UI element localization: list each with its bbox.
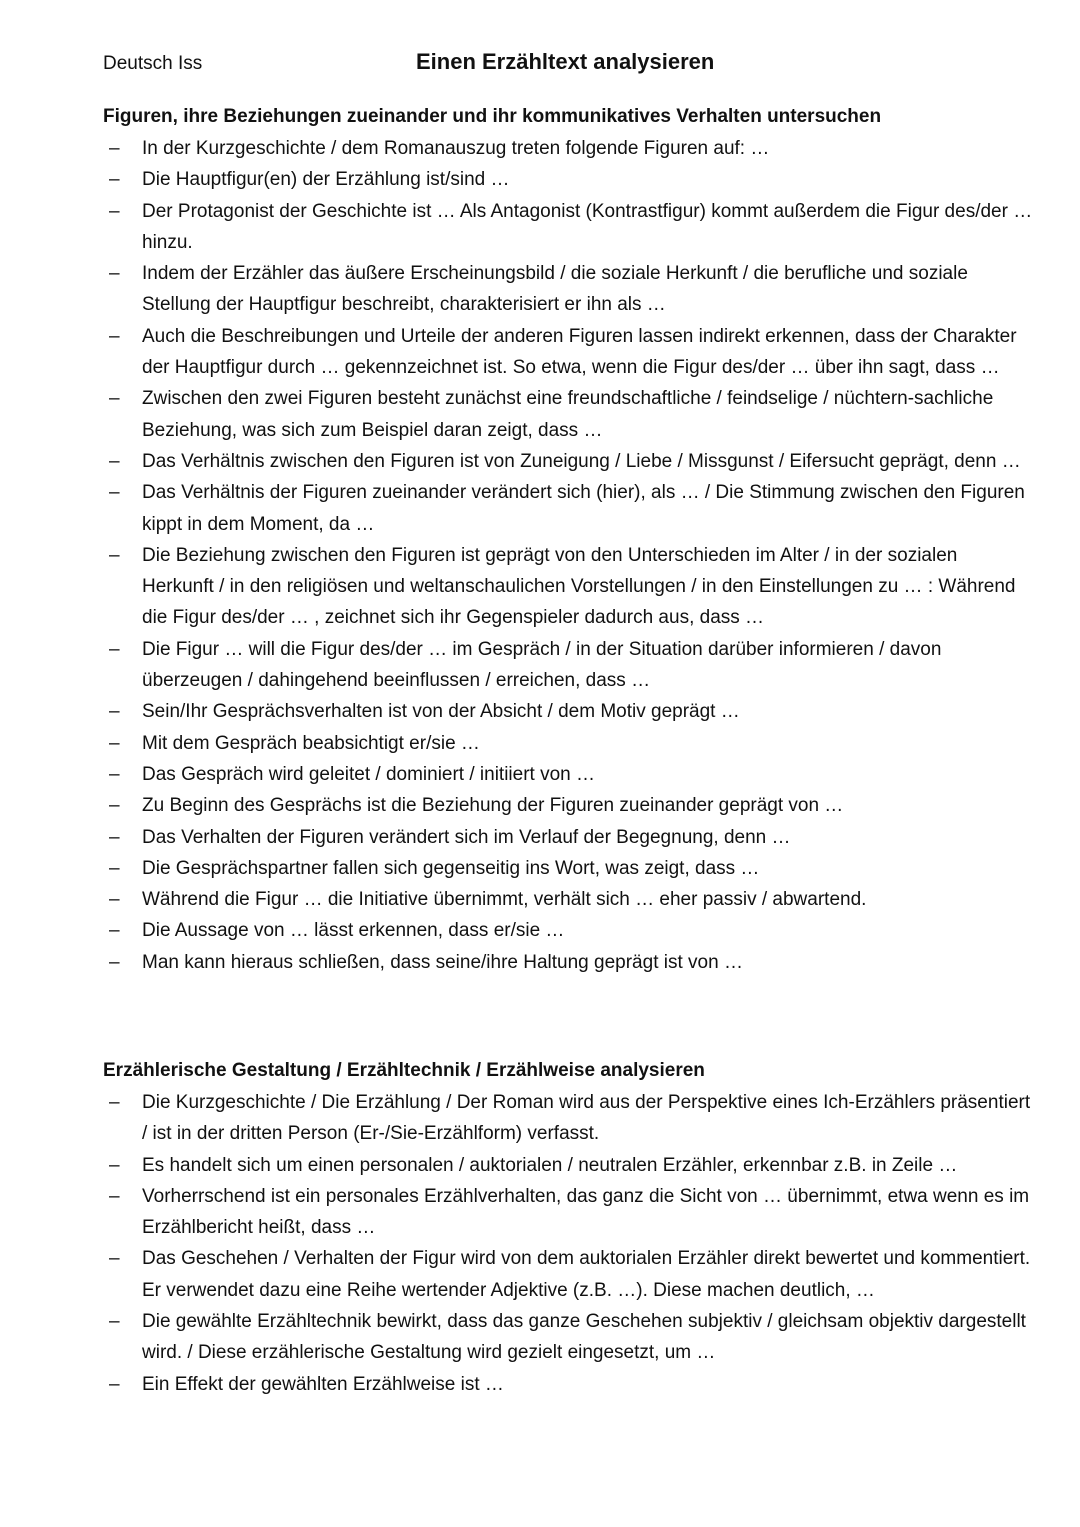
section-erzaehltechnik [103, 1057, 1033, 1400]
dash-bullet-icon: – [109, 920, 120, 942]
list-item-text: Zu Beginn des Gesprächs ist die Beziehung der Figuren zueinander geprägt von … [142, 795, 844, 817]
list-item [103, 540, 1033, 634]
list-item-text: Die Hauptfigur(en) der Erzählung ist/sind … [142, 169, 510, 191]
list-item-text: Sein/Ihr Gesprächsverhalten ist von der Absicht / dem Motiv geprägt … [142, 701, 740, 723]
list-item [103, 383, 1033, 446]
dash-bullet-icon: – [109, 795, 120, 817]
page-title: Einen Erzähltext analysieren [416, 49, 715, 74]
bullet-list [103, 133, 1033, 978]
course-label: Deutsch Iss [103, 53, 203, 74]
dash-bullet-icon: – [109, 701, 120, 723]
list-item-text: Die Kurzgeschichte / Die Erzählung / Der Roman wird aus der Perspektive eines Ich-Erzählers präsentiert / ist in der dritten Person (Er-/Sie-Erzählform) verfasst. [142, 1092, 1031, 1145]
list-item [103, 1306, 1033, 1369]
dash-bullet-icon: – [109, 763, 120, 785]
list-item-text: Man kann hieraus schließen, dass seine/ihre Haltung geprägt ist von … [142, 951, 743, 973]
list-item [103, 884, 1033, 915]
list-item-text: Das Verhältnis der Figuren zueinander verändert sich (hier), als … / Die Stimmung zwischen den Figuren kippt in dem Moment, da … [142, 482, 1025, 535]
list-item-text: Die Gesprächspartner fallen sich gegenseitig ins Wort, was zeigt, dass … [142, 857, 760, 879]
list-item [103, 196, 1033, 259]
list-item [103, 915, 1033, 946]
list-item [103, 947, 1033, 978]
list-item [103, 759, 1033, 790]
list-item-text: Die Beziehung zwischen den Figuren ist geprägt von den Unterschieden im Alter / in der sozialen Herkunft / in den religiösen und weltanschaulichen Vorstellungen / in den Einstellungen zu … : Während die Figur des/der … , zeichnet sich ihr Gegenspieler dadurch aus, dass … [142, 544, 1016, 629]
dash-bullet-icon: – [109, 388, 120, 410]
dash-bullet-icon: – [109, 325, 120, 347]
dash-bullet-icon: – [109, 732, 120, 754]
dash-bullet-icon: – [109, 482, 120, 504]
dash-bullet-icon: – [109, 544, 120, 566]
dash-bullet-icon: – [109, 951, 120, 973]
dash-bullet-icon: – [109, 638, 120, 660]
dash-bullet-icon: – [109, 1311, 120, 1333]
list-item [103, 1181, 1033, 1244]
dash-bullet-icon: – [109, 889, 120, 911]
list-item [103, 477, 1033, 540]
list-item [103, 634, 1033, 697]
bullet-list [103, 1087, 1033, 1400]
list-item-text: Die Figur … will die Figur des/der … im Gespräch / in der Situation darüber informieren / davon überzeugen / dahingehend beeinflussen / erreichen, dass … [142, 638, 942, 692]
list-item-text: Der Protagonist der Geschichte ist … Als Antagonist (Kontrastfigur) kommt außerdem die Figur des/der …hinzu. [142, 200, 1033, 253]
dash-bullet-icon: – [109, 450, 120, 472]
section-heading: Figuren, ihre Beziehungen zueinander und ihr kommunikatives Verhalten untersuchen [103, 106, 882, 127]
list-item [103, 853, 1033, 884]
dash-bullet-icon: – [109, 1185, 120, 1207]
page-header [103, 48, 1033, 80]
list-item-text: Das Gespräch wird geleitet / dominiert / initiiert von … [142, 763, 596, 785]
list-item-text: Das Geschehen / Verhalten der Figur wird von dem auktorialen Erzähler direkt bewertet und kommentiert. Er verwendet dazu eine Reihe wertender Adjektive (z.B. …). Diese machen deutlich, … [142, 1248, 1031, 1301]
list-item [103, 822, 1033, 853]
list-item-text: Mit dem Gespräch beabsichtigt er/sie … [142, 732, 480, 754]
section-figuren [103, 103, 1033, 978]
dash-bullet-icon: – [109, 1092, 120, 1113]
list-item-text: Es handelt sich um einen personalen / auktorialen / neutralen Erzähler, erkennbar z.B. in Zeile … [142, 1154, 958, 1176]
list-item [103, 321, 1033, 384]
list-item-text: Zwischen den zwei Figuren besteht zunächst eine freundschaftliche / feindselige / nüchtern-sachliche Beziehung, was sich zum Beispiel daran zeigt, dass … [142, 388, 994, 441]
list-item-text: Ein Effekt der gewählten Erzählweise ist … [142, 1373, 504, 1395]
dash-bullet-icon: – [109, 826, 120, 848]
dash-bullet-icon: – [109, 1248, 120, 1270]
list-item-text: Vorherrschend ist ein personales Erzählverhalten, das ganz die Sicht von … übernimmt, etwa wenn es im Erzählbericht heißt, dass … [142, 1185, 1030, 1239]
list-item [103, 790, 1033, 821]
list-item [103, 728, 1033, 759]
dash-bullet-icon: – [109, 1373, 120, 1395]
list-item-text: Auch die Beschreibungen und Urteile der anderen Figuren lassen indirekt erkennen, dass der Charakter der Hauptfigur durch … gekennzeichnet ist. So etwa, wenn die Figur des/der … über ihn sagt, dass … [142, 325, 1017, 379]
list-item-text: Während die Figur … die Initiative übernimmt, verhält sich … eher passiv / abwartend. [142, 889, 867, 911]
list-item [103, 1369, 1033, 1400]
list-item [103, 1243, 1033, 1306]
dash-bullet-icon: – [109, 169, 120, 191]
list-item [103, 696, 1033, 727]
list-item [103, 1087, 1033, 1150]
dash-bullet-icon: – [109, 1154, 120, 1176]
dash-bullet-icon: – [109, 263, 120, 285]
dash-bullet-icon: – [109, 857, 120, 879]
list-item-text: Das Verhältnis zwischen den Figuren ist von Zuneigung / Liebe / Missgunst / Eifersucht geprägt, denn … [142, 450, 1021, 472]
section-heading: Erzählerische Gestaltung / Erzähltechnik / Erzählweise analysieren [103, 1060, 705, 1081]
list-item [103, 1150, 1033, 1181]
list-item-text: Indem der Erzähler das äußere Erscheinungsbild / die soziale Herkunft / die berufliche und soziale Stellung der Hauptfigur beschreibt, charakterisiert er ihn als … [142, 263, 968, 316]
list-item-text: Die Aussage von … lässt erkennen, dass er/sie … [142, 920, 565, 942]
dash-bullet-icon: – [109, 138, 120, 159]
list-item-text: Das Verhalten der Figuren verändert sich im Verlauf der Begegnung, denn … [142, 826, 791, 848]
dash-bullet-icon: – [109, 200, 120, 222]
list-item [103, 164, 1033, 195]
list-item-text: Die gewählte Erzähltechnik bewirkt, dass das ganze Geschehen subjektiv / gleichsam objektiv dargestellt wird. / Diese erzählerische Gestaltung wird gezielt eingesetzt, um … [142, 1311, 1026, 1364]
list-item [103, 446, 1033, 477]
list-item [103, 258, 1033, 321]
list-item [103, 133, 1033, 164]
list-item-text: In der Kurzgeschichte / dem Romanauszug treten folgende Figuren auf: … [142, 138, 770, 159]
